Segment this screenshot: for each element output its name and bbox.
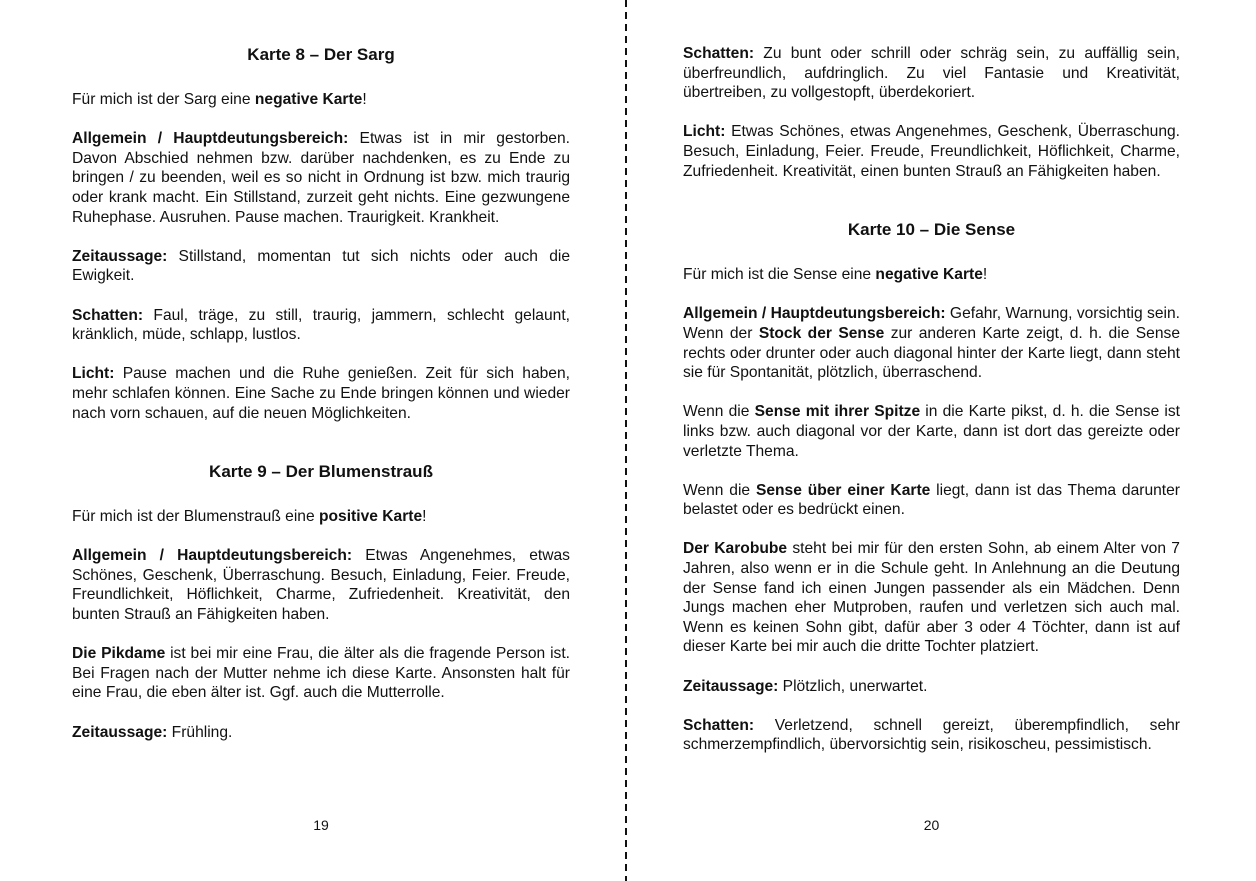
- card10-over-emphasis: Sense über einer Karte: [755, 481, 931, 499]
- right-page-content: [683, 44, 1180, 775]
- card10-time-text: Plötzlich, unerwartet.: [778, 677, 928, 695]
- card10-shadow: [683, 716, 1180, 755]
- card8-intro: [72, 90, 570, 110]
- card8-shadow-label: Schatten:: [72, 306, 144, 324]
- card9-time-label: Zeitaussage:: [72, 723, 168, 741]
- card10-tip-emphasis: Sense mit ihrer Spitze: [754, 403, 921, 421]
- left-page-content: [72, 45, 570, 762]
- card8-intro-emphasis: negative Karte: [254, 91, 363, 108]
- page-number-left: 19: [313, 817, 329, 833]
- card9-intro-emphasis: positive Karte: [319, 508, 423, 526]
- card9-intro: [72, 507, 570, 527]
- card10-general-label: Allgemein / Hauptdeutungsbereich:: [683, 305, 946, 323]
- card10-title: Karte 10 – Die Sense: [847, 220, 1016, 240]
- card9-court-text: ist bei mir eine Frau, die älter als die fragende Person ist. Bei Fragen nach der Mutter nehme ich diese Karte. Ansonsten halt für eine Frau, die eben älter ist. Ggf. auch die Mutterrolle.: [72, 645, 570, 702]
- page-fold-divider: [625, 0, 627, 881]
- card9-light-text: Etwas Schönes, etwas Angenehmes, Geschenk, Überraschung. Besuch, Einladung, Feier. Freude, Freundlichkeit, Höflichkeit, Charme, Zufriedenheit. Kreativität, einen bunten Strauß an Fähigkeiten haben.: [683, 123, 1180, 180]
- card9-time-text: Frühling.: [167, 723, 233, 741]
- card9-intro-punct: !: [422, 508, 427, 526]
- card10-court-label: Der Karobube: [683, 540, 788, 558]
- card9-shadow-label: Schatten:: [683, 45, 755, 62]
- card10-general: [683, 304, 1180, 382]
- card10-general-text-cont: zur anderen Karte zeigt, d. h. die Sense rechts oder drunter oder auch diagonal hinter der Karte liegt, dann steht sie für Spontanität, plötzlich, überraschend.: [683, 324, 1180, 382]
- card9-general-label: Allgemein / Hauptdeutungsbereich:: [72, 547, 353, 565]
- card10-over-text-cont: liegt, dann ist das Thema darunter belastet oder es bedrückt einen.: [683, 481, 1180, 519]
- card8-light-label: Licht:: [72, 365, 115, 383]
- card8-shadow-text: Faul, träge, zu still, traurig, jammern, schlecht gelaunt, kränklich, müde, schlapp, lustlos.: [72, 306, 570, 344]
- card10-intro: [683, 265, 1180, 285]
- card10-over: [683, 481, 1180, 520]
- card10-intro-text: Für mich ist die Sense eine: [683, 266, 876, 284]
- card10-shadow-label: Schatten:: [683, 716, 755, 734]
- card9-light-label: Licht:: [683, 123, 726, 141]
- card10-time-label: Zeitaussage:: [683, 677, 779, 695]
- card8-intro-text: Für mich ist der Sarg eine: [72, 91, 255, 108]
- card9-time: [72, 723, 570, 743]
- card10-tip-text: Wenn die: [683, 403, 755, 421]
- card10-over-text: Wenn die: [683, 481, 756, 499]
- card9-general: [72, 546, 570, 624]
- card8-general-label: Allgemein / Hauptdeutungsbereich:: [72, 130, 349, 148]
- card8-time: [72, 247, 570, 286]
- card10-intro-emphasis: negative Karte: [875, 266, 983, 284]
- right-page: [683, 0, 1180, 881]
- card8-time-label: Zeitaussage:: [72, 247, 168, 265]
- left-page: [72, 0, 570, 881]
- card9-general-text: Etwas Angenehmes, etwas Schönes, Geschenk, Überraschung. Besuch, Einladung, Feier. Freude, Freundlichkeit, Höflichkeit, Charme, Zufriedenheit. Kreativität, den bunten Strauß an Fähigkeiten haben.: [72, 547, 570, 624]
- card9-shadow-text: Zu bunt oder schrill oder schräg sein, zu auffällig sein, überfreundlich, aufdringlich. Zu viel Fantasie und Kreativität, übertreiben, zu vollgestopft, überdekoriert.: [683, 45, 1180, 102]
- card10-tip-text-cont: in die Karte pikst, d. h. die Sense ist links bzw. auch diagonal vor der Karte, dann ist dort das gereizte oder verletzte Thema.: [683, 403, 1181, 460]
- card8-time-text: Stillstand, momentan tut sich nichts oder auch die Ewigkeit.: [72, 247, 570, 285]
- card10-court: [683, 539, 1180, 657]
- card10-intro-punct: !: [982, 266, 988, 284]
- card10-general-emphasis: Stock der Sense: [758, 324, 885, 342]
- card10-court-text: steht bei mir für den ersten Sohn, ab einem Alter von 7 Jahren, also wenn er in die Schule geht. In Anlehnung an die Deutung der Sense fand ich einen Jungen passender als ein Mädchen. Denn Jungs machen eher Mutproben, raufen und verletzen sich auch mal. Wenn es keinen Sohn gibt, dafür aber 3 oder 4 Töchter, dann ist auf dieser Karte bei mir auch die dritte Tochter platziert.: [683, 540, 1180, 656]
- card10-time: [683, 677, 1180, 697]
- card8-general-text: Etwas ist in mir gestorben. Davon Abschied nehmen bzw. darüber nachdenken, es zu Ende zu bringen / zu beenden, weil es so nicht in Ordnung ist bzw. mich traurig oder krank macht. Ein Stillstand, zurzeit geht nichts. Eine gezwungene Ruhephase. Ausruhen. Pause machen. Traurigkeit. Krankheit.: [72, 130, 570, 226]
- card10-tip: [683, 402, 1180, 461]
- card8-intro-punct: !: [362, 91, 367, 108]
- card8-shadow: [72, 306, 570, 345]
- card9-court-label: Die Pikdame: [72, 645, 166, 663]
- card9-intro-text: Für mich ist der Blumenstrauß eine: [72, 508, 319, 526]
- card9-title: Karte 9 – Der Blumenstrauß: [209, 462, 433, 482]
- card9-light: [683, 122, 1180, 181]
- card10-shadow-text: Verletzend, schnell gereizt, überempfindlich, sehr schmerzempfindlich, übervorsichtig sein, risikoscheu, pessimistisch.: [683, 716, 1180, 754]
- card8-general: [72, 129, 570, 227]
- card8-light-text: Pause machen und die Ruhe genießen. Zeit für sich haben, mehr schlafen können. Eine Sache zu Ende bringen können und wieder nach vorn schauen, auf die neuen Möglichkeiten.: [72, 365, 570, 422]
- card9-shadow: [683, 44, 1180, 103]
- card8-title: Karte 8 – Der Sarg: [247, 45, 395, 64]
- card10-general-text: Gefahr, Warnung, vorsichtig sein. Wenn der: [683, 305, 1180, 342]
- card8-light: [72, 364, 570, 423]
- card9-court: [72, 644, 570, 703]
- page-number-right: 20: [923, 817, 940, 833]
